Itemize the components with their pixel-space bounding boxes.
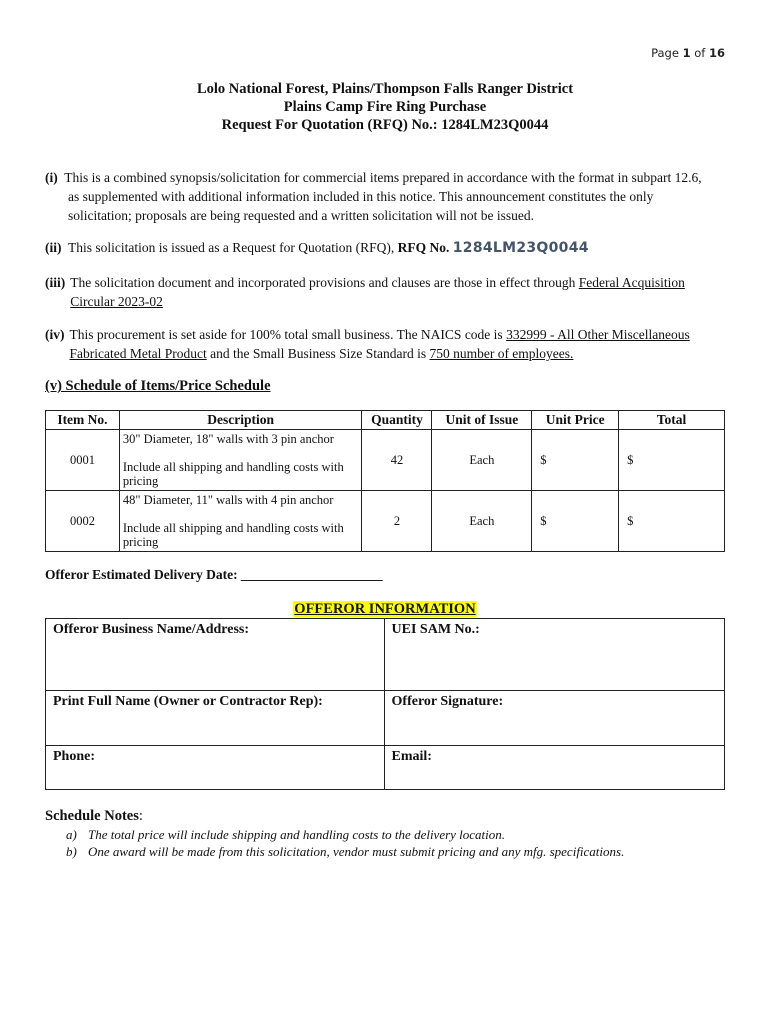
section-iv-text: This procurement is set aside for 100% total small business. The NAICS code is: [69, 327, 503, 342]
full-name-field[interactable]: Print Full Name (Owner or Contractor Rep):: [46, 691, 385, 746]
delivery-date-field[interactable]: Offeror Estimated Delivery Date: _____________________: [45, 567, 383, 582]
unit-price-field[interactable]: $: [532, 430, 619, 491]
document-title: [0, 80, 770, 134]
section-i: [45, 168, 725, 225]
rfq-number: 1284LM23Q0044: [452, 240, 589, 256]
description-line: 30" Diameter, 18" walls with 3 pin anchor: [122, 432, 334, 446]
item-description: [119, 430, 362, 491]
item-no: 0001: [46, 430, 120, 491]
section-iii-text: The solicitation document and incorporated provisions and clauses are those in effect through: [70, 275, 576, 290]
schedule-notes-colon: :: [138, 808, 143, 824]
schedule-notes-label: Schedule Notes: [45, 808, 139, 824]
section-ii-label: (ii): [45, 240, 62, 255]
list-item: [45, 826, 624, 843]
schedule-notes-list: [45, 826, 624, 860]
col-total: Total: [619, 411, 725, 430]
item-quantity: 2: [362, 491, 432, 552]
section-iii-label: (iii): [45, 275, 66, 290]
offeror-heading-text: OFFEROR INFORMATION: [294, 601, 476, 617]
signature-field[interactable]: Offeror Signature:: [384, 691, 724, 746]
email-field[interactable]: Email:: [384, 746, 724, 790]
col-unit-price: Unit Price: [532, 411, 619, 430]
unit-price-field[interactable]: $: [532, 491, 619, 552]
description-note: Include all shipping and handling costs with pricing: [122, 460, 344, 488]
item-description: [119, 491, 362, 552]
item-quantity: 42: [362, 430, 432, 491]
description-note: Include all shipping and handling costs with pricing: [122, 521, 344, 549]
section-iv-label: (iv): [45, 327, 65, 342]
offeror-info-table: [45, 618, 725, 790]
schedule-heading: (v) Schedule of Items/Price Schedule: [45, 378, 271, 394]
list-item: [45, 843, 624, 860]
size-standard: 750 number of employees.: [429, 346, 574, 361]
naics-code: 332999 - All Other Miscellaneous Fabricated Metal Product: [69, 327, 690, 361]
section-iv-text-2: and the Small Business Size Standard is: [210, 346, 427, 361]
note-marker: b): [66, 844, 77, 859]
page-number: Page 1 of 16: [651, 46, 725, 60]
section-ii-text: This solicitation is issued as a Request for Quotation (RFQ),: [68, 240, 395, 255]
total-field[interactable]: $: [619, 430, 725, 491]
title-line-purchase: Plains Camp Fire Ring Purchase: [283, 99, 487, 115]
table-row: [46, 430, 725, 491]
section-i-text-3: solicitation; proposals are being requested and a written solicitation will not be issued.: [68, 208, 535, 223]
col-unit-of-issue: Unit of Issue: [432, 411, 532, 430]
section-ii: [45, 238, 725, 258]
section-iii: [45, 273, 725, 311]
business-name-field[interactable]: Offeror Business Name/Address:: [46, 619, 385, 691]
rfq-label: RFQ No.: [397, 240, 450, 255]
description-line: 48" Diameter, 11" walls with 4 pin anchor: [122, 493, 334, 507]
table-header-row: [46, 411, 725, 430]
title-line-forest: Lolo National Forest, Plains/Thompson Falls Ranger District: [196, 81, 574, 97]
offeror-heading: [0, 600, 770, 618]
section-i-label: (i): [45, 170, 58, 185]
price-schedule-table: [45, 410, 725, 552]
section-i-text: This is a combined synopsis/solicitation for commercial items prepared in accordance with the format in subpart 12.6,: [64, 170, 702, 185]
uei-sam-field[interactable]: UEI SAM No.:: [384, 619, 724, 691]
phone-field[interactable]: Phone:: [46, 746, 385, 790]
col-quantity: Quantity: [362, 411, 432, 430]
section-iv: [45, 325, 725, 363]
title-line-rfq: Request For Quotation (RFQ) No.: 1284LM23Q0044: [221, 117, 549, 133]
section-i-text-2: as supplemented with additional information included in this notice. This announcement constitutes the only: [68, 189, 654, 204]
note-text: One award will be made from this solicitation, vendor must submit pricing and any mfg. specifications.: [88, 844, 625, 859]
note-marker: a): [66, 827, 77, 842]
total-field[interactable]: $: [619, 491, 725, 552]
table-row: [46, 491, 725, 552]
item-unit: Each: [432, 491, 532, 552]
col-item-no: Item No.: [46, 411, 120, 430]
item-no: 0002: [46, 491, 120, 552]
item-unit: Each: [432, 430, 532, 491]
schedule-notes-title: [45, 808, 143, 825]
far-link[interactable]: Federal Acquisition Circular 2023-02: [70, 275, 685, 309]
note-text: The total price will include shipping and handling costs to the delivery location.: [88, 827, 506, 842]
col-description: Description: [119, 411, 362, 430]
